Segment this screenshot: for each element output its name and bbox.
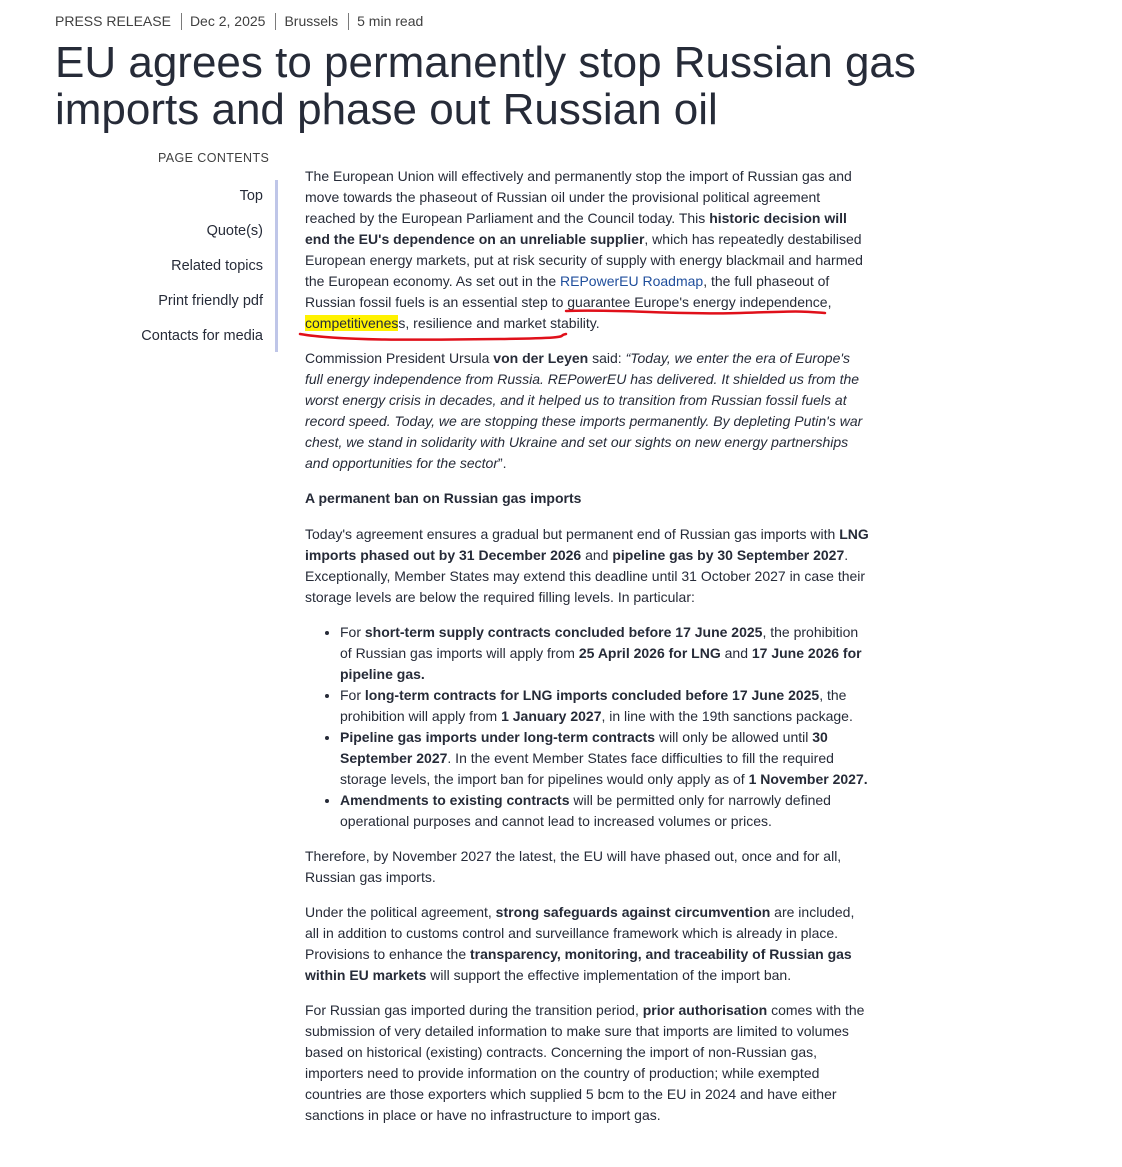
paragraph-agreement: Today's agreement ensures a gradual but permanent end of Russian gas imports with LNG imports phased out by 31 December 2026 and pipeline gas by 30 September 2027. Exceptionally, Member States may extend this deadline until 31 October 2027 in case their storage levels are below the required filling levels. In particular: [305,526,869,605]
meta-date: Dec 2, 2025 [189,13,266,29]
paragraph-conclusion: Therefore, by November 2027 the latest, the EU will have phased out, once and for all, Russian gas imports. [305,848,842,885]
toc-item-related-topics[interactable]: Related topics [171,258,263,274]
underlined-phrase: guarantee Europe's energy independence [567,294,828,310]
list-item: • For short-term supply contracts concluded before 17 June 2025, the prohibition of Russian gas imports will apply from 25 April 2026 for LNG and 17 June 2026 for pipeline gas. [340,622,870,685]
meta-divider [275,13,276,30]
toc-item-print-pdf[interactable]: Print friendly pdf [158,293,263,309]
page-title: EU agrees to permanently stop Russian gas imports and phase out Russian oil [55,38,916,134]
meta-type: PRESS RELEASE [55,13,171,29]
meta-divider [181,13,182,30]
highlighted-word: competitivenes [305,315,399,331]
list-item: • For long-term contracts for LNG imports concluded before 17 June 2025, the prohibition will apply from 1 January 2027, in line with the 19th sanctions package. [340,685,870,727]
meta-read-time: 5 min read [357,13,424,29]
repowereu-roadmap-link[interactable]: REPowerEU Roadmap [560,273,704,289]
section-heading-gas-ban: A permanent ban on Russian gas imports [305,490,582,506]
meta-divider [348,13,349,30]
paragraph-intro: The European Union will effectively and permanently stop the import of Russian gas and move towards the phaseout of Russian oil under the provisional political agreement reached by the European Parliament and the Council today. This historic decision will end the EU's dependence on an unreliable supplier, which has repeatedly destabilised European energy markets, put at risk security of supply with energy blackmail and harmed the European economy. As set out in the REPowerEU Roadmap, the full phaseout of Russian fossil fuels is an essential step to guarantee Europe's energy independence, competitiveness, resilience and market stability. [305,168,863,331]
list-item: • Pipeline gas imports under long-term contracts will only be allowed until 30 September 2027. In the event Member States face difficulties to fill the required storage levels, the import ban for pipelines would only apply as of 1 November 2027. [340,727,870,790]
paragraph-safeguards: Under the political agreement, strong safeguards against circumvention are included, all in addition to customs control and surveillance framework which is already in place. Provisions to enhance the transparency, monitoring, and traceability of Russian gas within EU markets will support the effective implementation of the import ban. [305,904,855,983]
deadline-list [305,622,870,832]
paragraph-authorisation: For Russian gas imported during the transition period, prior authorisation comes with the submission of very detailed information to make sure that imports are limited to volumes based on historical (existing) contracts. Concerning the import of non-Russian gas, importers need to provide information on the country of production; while exempted countries are those exporters which supplied 5 bcm to the EU in 2024 and have either sanctions in place or have no infrastructure to import gas. [305,1002,865,1123]
page-contents-nav [100,180,278,352]
paragraph-quote: Commission President Ursula von der Leyen said: “Today, we enter the era of Europe's full energy independence from Russia. REPowerEU has delivered. It shielded us from the worst energy crisis in decades, and it helped us to transition from Russian fossil fuels at record speed. Today, we are stopping these imports permanently. By depleting Putin's war chest, we stand in solidarity with Ukraine and set our sights on new energy partnerships and opportunities for the sector”. [305,350,863,471]
toc-item-top[interactable]: Top [239,188,263,204]
toc-item-contacts-media[interactable]: Contacts for media [141,328,263,344]
article-body [305,166,870,1140]
list-item: • Amendments to existing contracts will be permitted only for narrowly defined operational purposes and cannot lead to increased volumes or prices. [340,790,870,832]
toc-item-quotes[interactable]: Quote(s) [206,223,263,239]
meta-location: Brussels [284,13,339,29]
article-meta [55,12,423,30]
toc-heading: PAGE CONTENTS [158,151,270,165]
president-quote: “Today, we enter the era of Europe's full energy independence from Russia. REPowerEU has delivered. It shielded us from the worst energy crisis in decades, and it helped us to transition from Russian fossil fuels at record speed. Today, we are stopping these imports permanently. By depleting Putin's war chest, we stand in solidarity with Ukraine and set our sights on new energy partnerships and opportunities for the sector [305,350,863,471]
